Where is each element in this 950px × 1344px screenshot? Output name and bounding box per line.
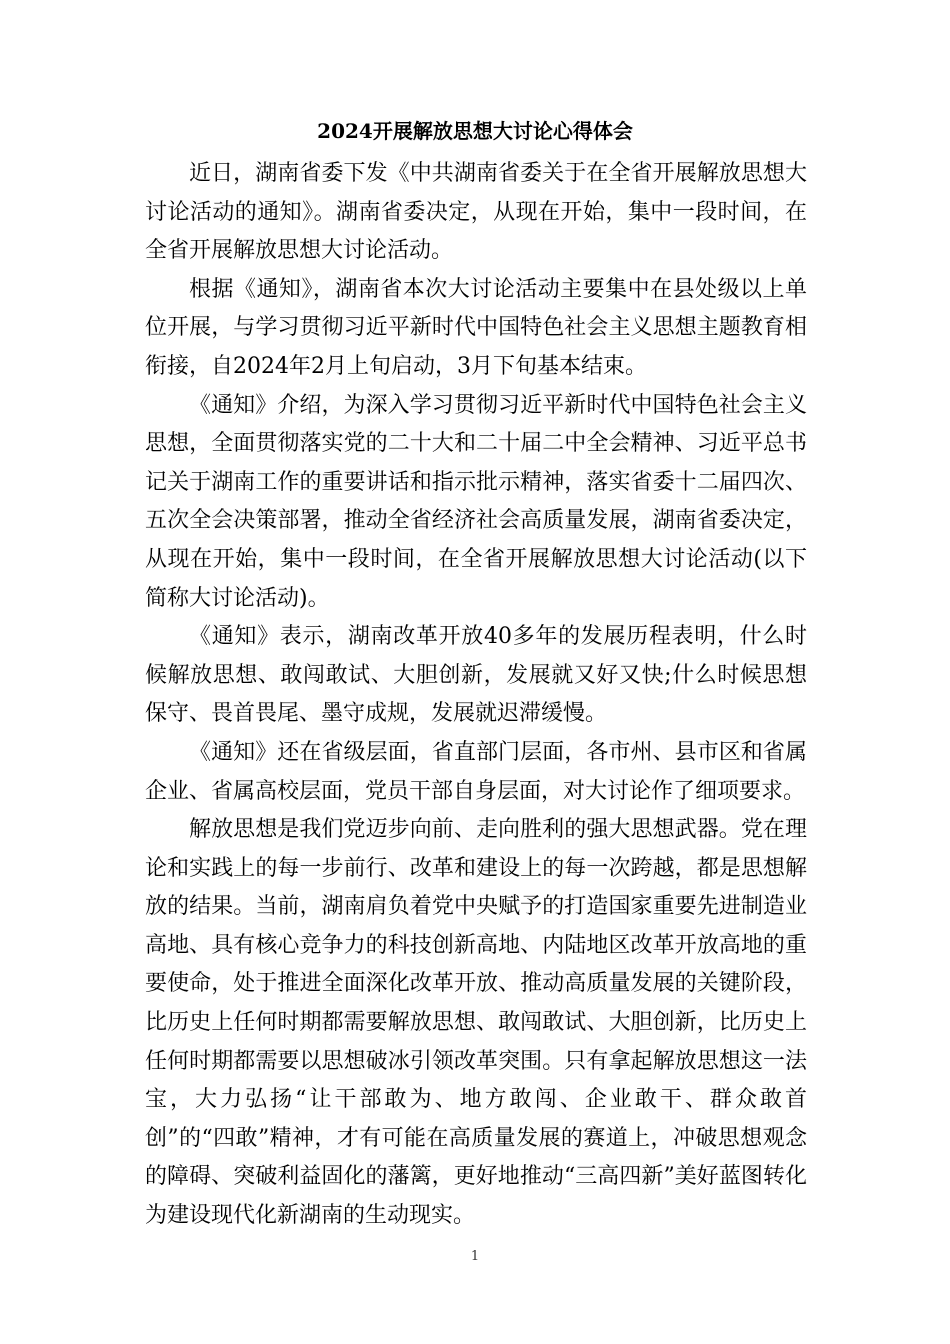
document-title: 2024开展解放思想大讨论心得体会 — [317, 119, 633, 143]
paragraph: 根据《通知》，湖南省本次大讨论活动主要集中在县处级以上单位开展，与学习贯彻习近平新时代中国特色社会主义思想主题教育相衔接，自2024年2月上旬启动，3月下旬基本结束。 — [145, 276, 807, 379]
paragraph: 《通知》表示，湖南改革开放40多年的发展历程表明，什么时候解放思想、敢闯敢试、大胆创新，发展就又好又快;什么时候思想保守、畏首畏尾、墨守成规，发展就迟滞缓慢。 — [145, 624, 807, 727]
paragraph: 近日，湖南省委下发《中共湖南省委关于在全省开展解放思想大讨论活动的通知》。湖南省委决定，从现在开始，集中一段时间，在全省开展解放思想大讨论活动。 — [145, 161, 807, 264]
paragraph: 解放思想是我们党迈步向前、走向胜利的强大思想武器。党在理论和实践上的每一步前行、改革和建设上的每一次跨越，都是思想解放的结果。当前，湖南肩负着党中央赋予的打造国家重要先进制造业高地、具有核心竞争力的科技创新高地、内陆地区改革开放高地的重要使命，处于推进全面深化改革开放、推动高质量发展的关键阶段，比历史上任何时期都需要解放思想、敢闯敢试、大胆创新，比历史上任何时期都需要以思想破冰引领改革突围。只有拿起解放思想这一法宝，大力弘扬“让干部敢为、地方敢闯、企业敢干、群众敢首创”的“四敢”精神，才有可能在高质量发展的赛道上，冲破思想观念的障碍、突破利益固化的藩篱，更好地推动“三高四新”美好蓝图转化为建设现代化新湖南的生动现实。 — [145, 817, 807, 1229]
paragraph: 《通知》介绍，为深入学习贯彻习近平新时代中国特色社会主义思想，全面贯彻落实党的二十大和二十届二中全会精神、习近平总书记关于湖南工作的重要讲话和指示批示精神，落实省委十二届四次、五次全会决策部署，推动全省经济社会高质量发展，湖南省委决定，从现在开始，集中一段时间，在全省开展解放思想大讨论活动(以下简称大讨论活动)。 — [145, 392, 807, 611]
page-number: 1 — [470, 1249, 480, 1264]
document-body — [145, 155, 807, 1236]
paragraph: 《通知》还在省级层面，省直部门层面，各市州、县市区和省属企业、省属高校层面，党员干部自身层面，对大讨论作了细项要求。 — [145, 739, 807, 804]
